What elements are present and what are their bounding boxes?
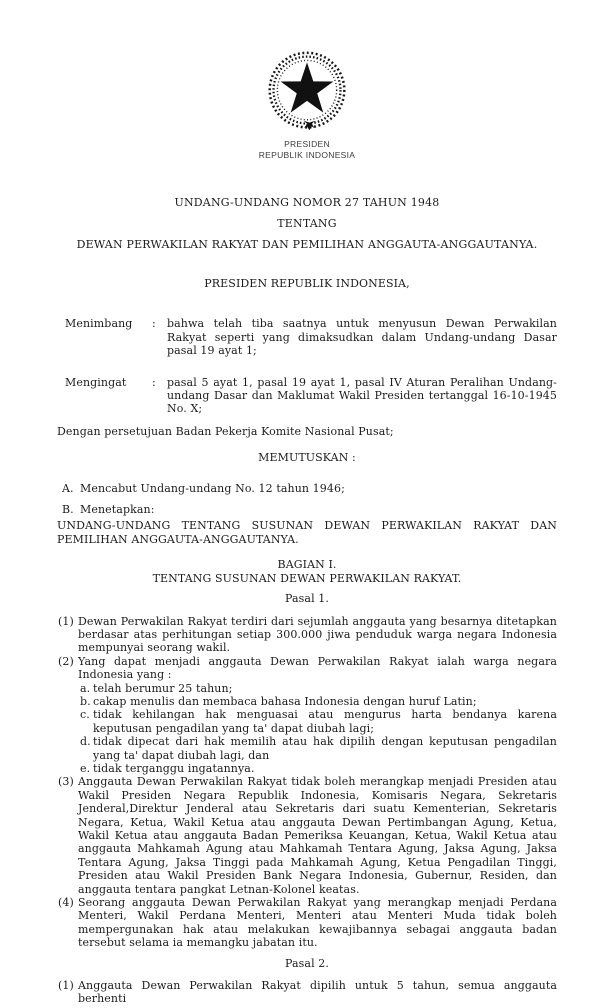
- item-2-sub-b: [78, 695, 557, 708]
- sub-c-letter: c.: [80, 708, 90, 722]
- sub-c-text: tidak kehilangan hak menguasai atau mengurus harta bendanya karena keputusan pengadilan yang ta' dapat diubah lagi;: [93, 708, 557, 735]
- decision-a-text: Mencabut Undang-undang No. 12 tahun 1946;: [80, 481, 345, 495]
- pasal1-item-1: [57, 615, 557, 655]
- preamble-mengingat: [57, 376, 557, 416]
- memutuskan-heading: MEMUTUSKAN :: [258, 451, 356, 465]
- issuer-line: PRESIDEN REPUBLIK INDONESIA,: [204, 277, 410, 290]
- agreement-line: Dengan persetujuan Badan Pekerja Komite Nasional Pusat;: [57, 424, 394, 438]
- sub-a-letter: a.: [80, 681, 91, 695]
- sub-e-text: tidak terganggu ingatannya.: [93, 761, 255, 775]
- pasal-1-items: [57, 615, 557, 950]
- mengingat-colon: :: [152, 375, 156, 389]
- decision-b-label: B.: [62, 503, 74, 517]
- menimbang-colon: :: [152, 317, 156, 331]
- law-number-title: UNDANG-UNDANG NOMOR 27 TAHUN 1948: [174, 196, 440, 209]
- sub-e-letter: e.: [80, 761, 91, 775]
- item-2-sub-c: [78, 708, 557, 735]
- pasal-1-heading: Pasal 1.: [285, 592, 329, 606]
- item-2-number: (2): [58, 654, 74, 668]
- star-in-wreath-icon: [259, 48, 355, 136]
- decision-item-b: [57, 503, 557, 516]
- enactment-title: UNDANG-UNDANG TENTANG SUSUNAN DEWAN PERWAKILAN RAKYAT DAN PEMILIHAN ANGGAUTA-ANGGAUTANYA.: [57, 519, 557, 546]
- item-3-number: (3): [58, 775, 74, 789]
- sub-d-letter: d.: [80, 735, 91, 749]
- item-2-sub-a: [78, 682, 557, 695]
- bagian-subheading: TENTANG SUSUNAN DEWAN PERWAKILAN RAKYAT.: [152, 571, 462, 585]
- sub-d-text: tidak dipecat dari hak memilih atau hak dipilih dengan keputusan pengadilan yang ta' dapat diubah lagi, dan: [93, 735, 557, 762]
- sub-b-letter: b.: [80, 694, 91, 708]
- item-2-sub-d: [78, 735, 557, 762]
- tentang-label: TENTANG: [277, 217, 337, 230]
- item-2-text: Yang dapat menjadi anggauta Dewan Perwakilan Rakyat ialah warga negara Indonesia yang :: [78, 654, 557, 682]
- bagian-heading: BAGIAN I.: [277, 558, 337, 572]
- national-emblem: [259, 48, 355, 136]
- decision-a-label: A.: [62, 481, 74, 495]
- preamble-menimbang: [57, 317, 557, 357]
- item-4-number: (4): [58, 896, 74, 910]
- item-2-sub-e: [78, 762, 557, 775]
- pasal2-item-1-text: Anggauta Dewan Perwakilan Rakyat dipilih untuk 5 tahun, semua anggauta berhenti: [78, 979, 557, 1006]
- sub-a-text: telah berumur 25 tahun;: [93, 681, 233, 695]
- menimbang-text: bahwa telah tiba saatnya untuk menyusun Dewan Perwakilan Rakyat seperti yang dimaksudkan dalam Undang-undang Dasar pasal 19 ayat 1;: [167, 317, 557, 358]
- pasal2-item-1: [57, 979, 557, 1006]
- mengingat-text: pasal 5 ayat 1, pasal 19 ayat 1, pasal IV Aturan Peralihan Undang-undang Dasar dan Maklumat Wakil Presiden tertanggal 16-10-1945 No. X;: [167, 375, 557, 416]
- pasal-2-heading: Pasal 2.: [285, 956, 329, 970]
- mengingat-label: Mengingat: [65, 375, 127, 389]
- letterhead-presiden: PRESIDEN: [284, 139, 330, 149]
- item-3-text: Anggauta Dewan Perwakilan Rakyat tidak boleh merangkap menjadi Presiden atau Wakil Presiden Negara Republik Indonesia, Komisaris Negara, Sekretaris Jenderal,Direktur Jenderal atau Sekretaris dari suatu Kementerian, Sekretaris Negara, Ketua, Wakil Ketua atau anggauta Dewan Pertimbangan Agung, Ketua, Wakil Ketua atau anggauta Badan Pemeriksa Keuangan, Ketua, Wakil Ketua atau anggauta Mahkamah Agung atau Mahkamah Tentara Agung, Jaksa Agung, Jaksa Tentara Agung, Jaksa Tinggi pada Mahkamah Agung, Ketua Pengadilan Tinggi, Presiden atau Wakil Presiden Bank Negara Indonesia, Gubernur, Residen, dan anggauta tentara pangkat Letnan-Kolonel keatas.: [78, 775, 557, 896]
- sub-b-text: cakap menulis dan membaca bahasa Indonesia dengan huruf Latin;: [93, 694, 477, 708]
- title-block: [57, 192, 557, 255]
- law-subject-title: DEWAN PERWAKILAN RAKYAT DAN PEMILIHAN ANGGAUTA-ANGGAUTANYA.: [76, 238, 538, 251]
- letterhead: [57, 139, 557, 161]
- decision-b-text: Menetapkan:: [80, 503, 155, 517]
- item-1-text: Dewan Perwakilan Rakyat terdiri dari sejumlah anggauta yang besarnya ditetapkan berdasar atas perhitungan setiap 300.000 jiwa penduduk warga negara Indonesia mempunyai seorang wakil.: [78, 614, 557, 655]
- pasal-2-items: [57, 979, 557, 1006]
- pasal2-item-1-number: (1): [58, 979, 74, 993]
- pasal1-item-4: [57, 896, 557, 950]
- letterhead-republik-indonesia: REPUBLIK INDONESIA: [258, 150, 356, 160]
- pasal1-item-2: [57, 655, 557, 776]
- item-4-text: Seorang anggauta Dewan Perwakilan Rakyat yang merangkap menjadi Perdana Menteri, Wakil Perdana Menteri, Menteri atau Menteri Muda tidak boleh mempergunakan hak atau melakukan kewajibannya sebagai anggauta badan tersebut selama ia memangku jabatan itu.: [78, 896, 557, 950]
- menimbang-label: Menimbang: [65, 317, 133, 331]
- bagian-heading-block: [57, 558, 557, 585]
- decision-item-a: [57, 482, 557, 495]
- item-1-number: (1): [58, 614, 74, 628]
- pasal1-item-3: [57, 775, 557, 896]
